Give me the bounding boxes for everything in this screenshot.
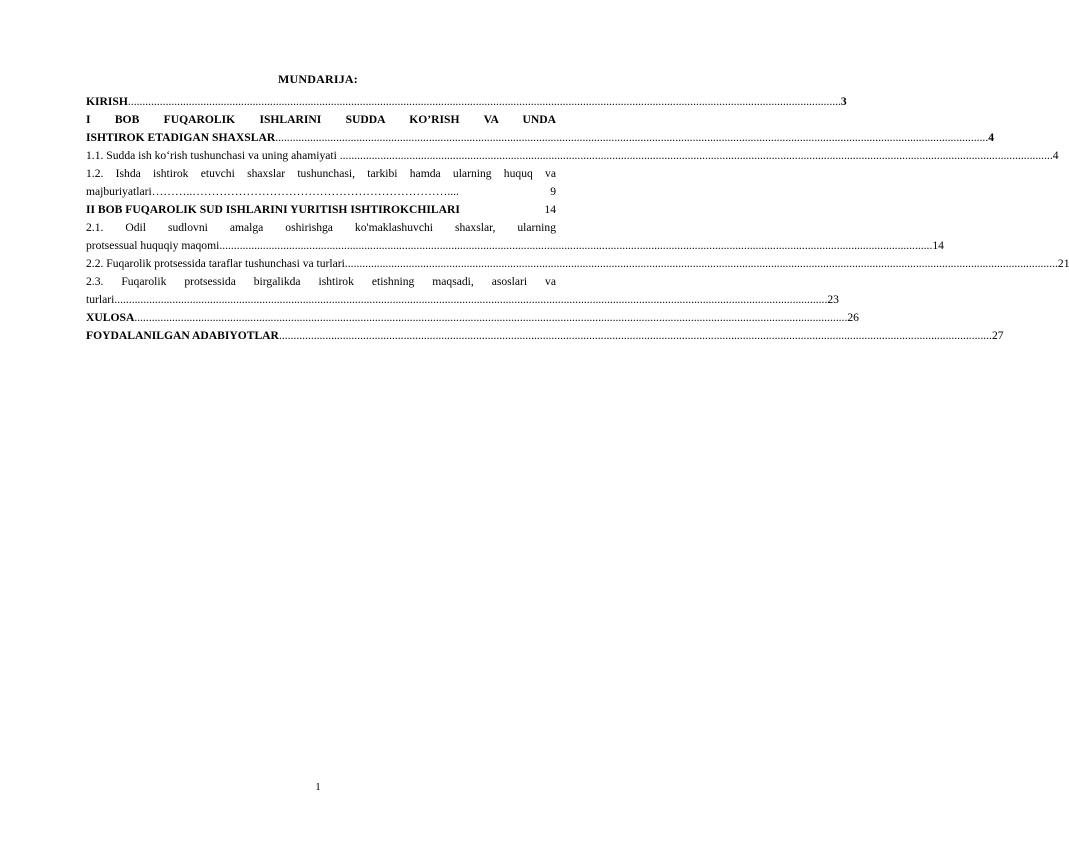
toc-entry-1-1	[86, 147, 1059, 165]
dot-leader: ......................................................................................................................................................................................................................................................	[344, 257, 1058, 270]
toc-entry-1-2-line1: 1.2. Ishda ishtirok etuvchi shaxslar tushunchasi, tarkibi hamda ularning huquq va	[86, 167, 556, 180]
toc-entry-page: 27	[991, 329, 1004, 342]
toc-entry-2-3	[86, 291, 839, 309]
toc-entry-label: ISHTIROK ETADIGAN SHAXSLAR	[86, 131, 276, 144]
toc-entry-label: FOYDALANILGAN ADABIYOTLAR	[86, 329, 279, 342]
dot-leader: ......................................................................................................................................................................................................................................................	[114, 293, 828, 306]
toc-entry-page: 23	[827, 293, 839, 306]
toc-entry-2-1-line1: 2.1. Odil sudlovni amalga oshirishga ko'maklashuvchi shaxslar, ularning	[86, 221, 556, 234]
toc-entry-adabiyotlar	[86, 327, 1004, 345]
toc-entry-bob1-line1: I BOB FUQAROLIK ISHLARINI SUDDA KO’RISH VA UNDA	[86, 113, 556, 126]
page-number: 1	[315, 781, 321, 793]
toc-entry-label: 1.1. Sudda ish ko‘rish tushunchasi va uning ahamiyati	[86, 149, 340, 162]
dot-leader: ......................................................................................................................................................................................................................................................	[127, 95, 841, 108]
toc-entry-1-2	[86, 183, 556, 201]
dot-leader: ......................................................................................................................................................................................................................................................	[134, 311, 848, 324]
toc-entry-page: 9	[550, 185, 556, 198]
table-of-contents	[86, 93, 1069, 345]
toc-entry-xulosa	[86, 309, 859, 327]
toc-entry-label: XULOSA	[86, 311, 135, 324]
toc-entry-page: 14	[932, 239, 944, 252]
toc-entry-label: turlari	[86, 293, 115, 306]
toc-entry-2-1	[86, 237, 944, 255]
dot-leader: ......................................................................................................................................................................................................................................................	[219, 239, 933, 252]
toc-entry-page: 3	[840, 95, 847, 108]
toc-entry-bob1	[86, 129, 995, 147]
toc-entry-label: II BOB FUQAROLIK SUD ISHLARINI YURITISH ISHTIROKCHILARI	[86, 203, 460, 216]
toc-entry-page: 26	[847, 311, 859, 324]
dot-leader: ......................................................................................................................................................................................................................................................	[339, 149, 1053, 162]
toc-entry-label: KIRISH	[86, 95, 128, 108]
dot-leader: ......................................................................................................................................................................................................................................................	[278, 329, 992, 342]
toc-entry-2-2	[86, 255, 1069, 273]
dot-leader: ......................................................................................................................................................................................................................................................	[275, 131, 989, 144]
toc-entry-page: 14	[544, 203, 556, 216]
toc-entry-bob2	[86, 201, 556, 219]
toc-entry-label: 2.2. Fuqarolik protsessida taraflar tushunchasi va turlari	[86, 257, 345, 270]
toc-entry-label: majburiyatlari	[86, 185, 152, 198]
toc-entry-kirish	[86, 93, 847, 111]
toc-entry-label: protsessual huquqiy maqomi	[86, 239, 220, 252]
toc-entry-page: 21	[1057, 257, 1069, 270]
toc-entry-2-3-line1: 2.3. Fuqarolik protsessida birgalikda ishtirok etishning maqsadi, asoslari va	[86, 275, 556, 288]
toc-entry-page: 4	[988, 131, 995, 144]
toc-title: MUNDARIJA:	[278, 72, 358, 86]
toc-entry-page: 4	[1052, 149, 1059, 162]
dot-leader: ………..…………………………………………………………....	[151, 185, 459, 198]
